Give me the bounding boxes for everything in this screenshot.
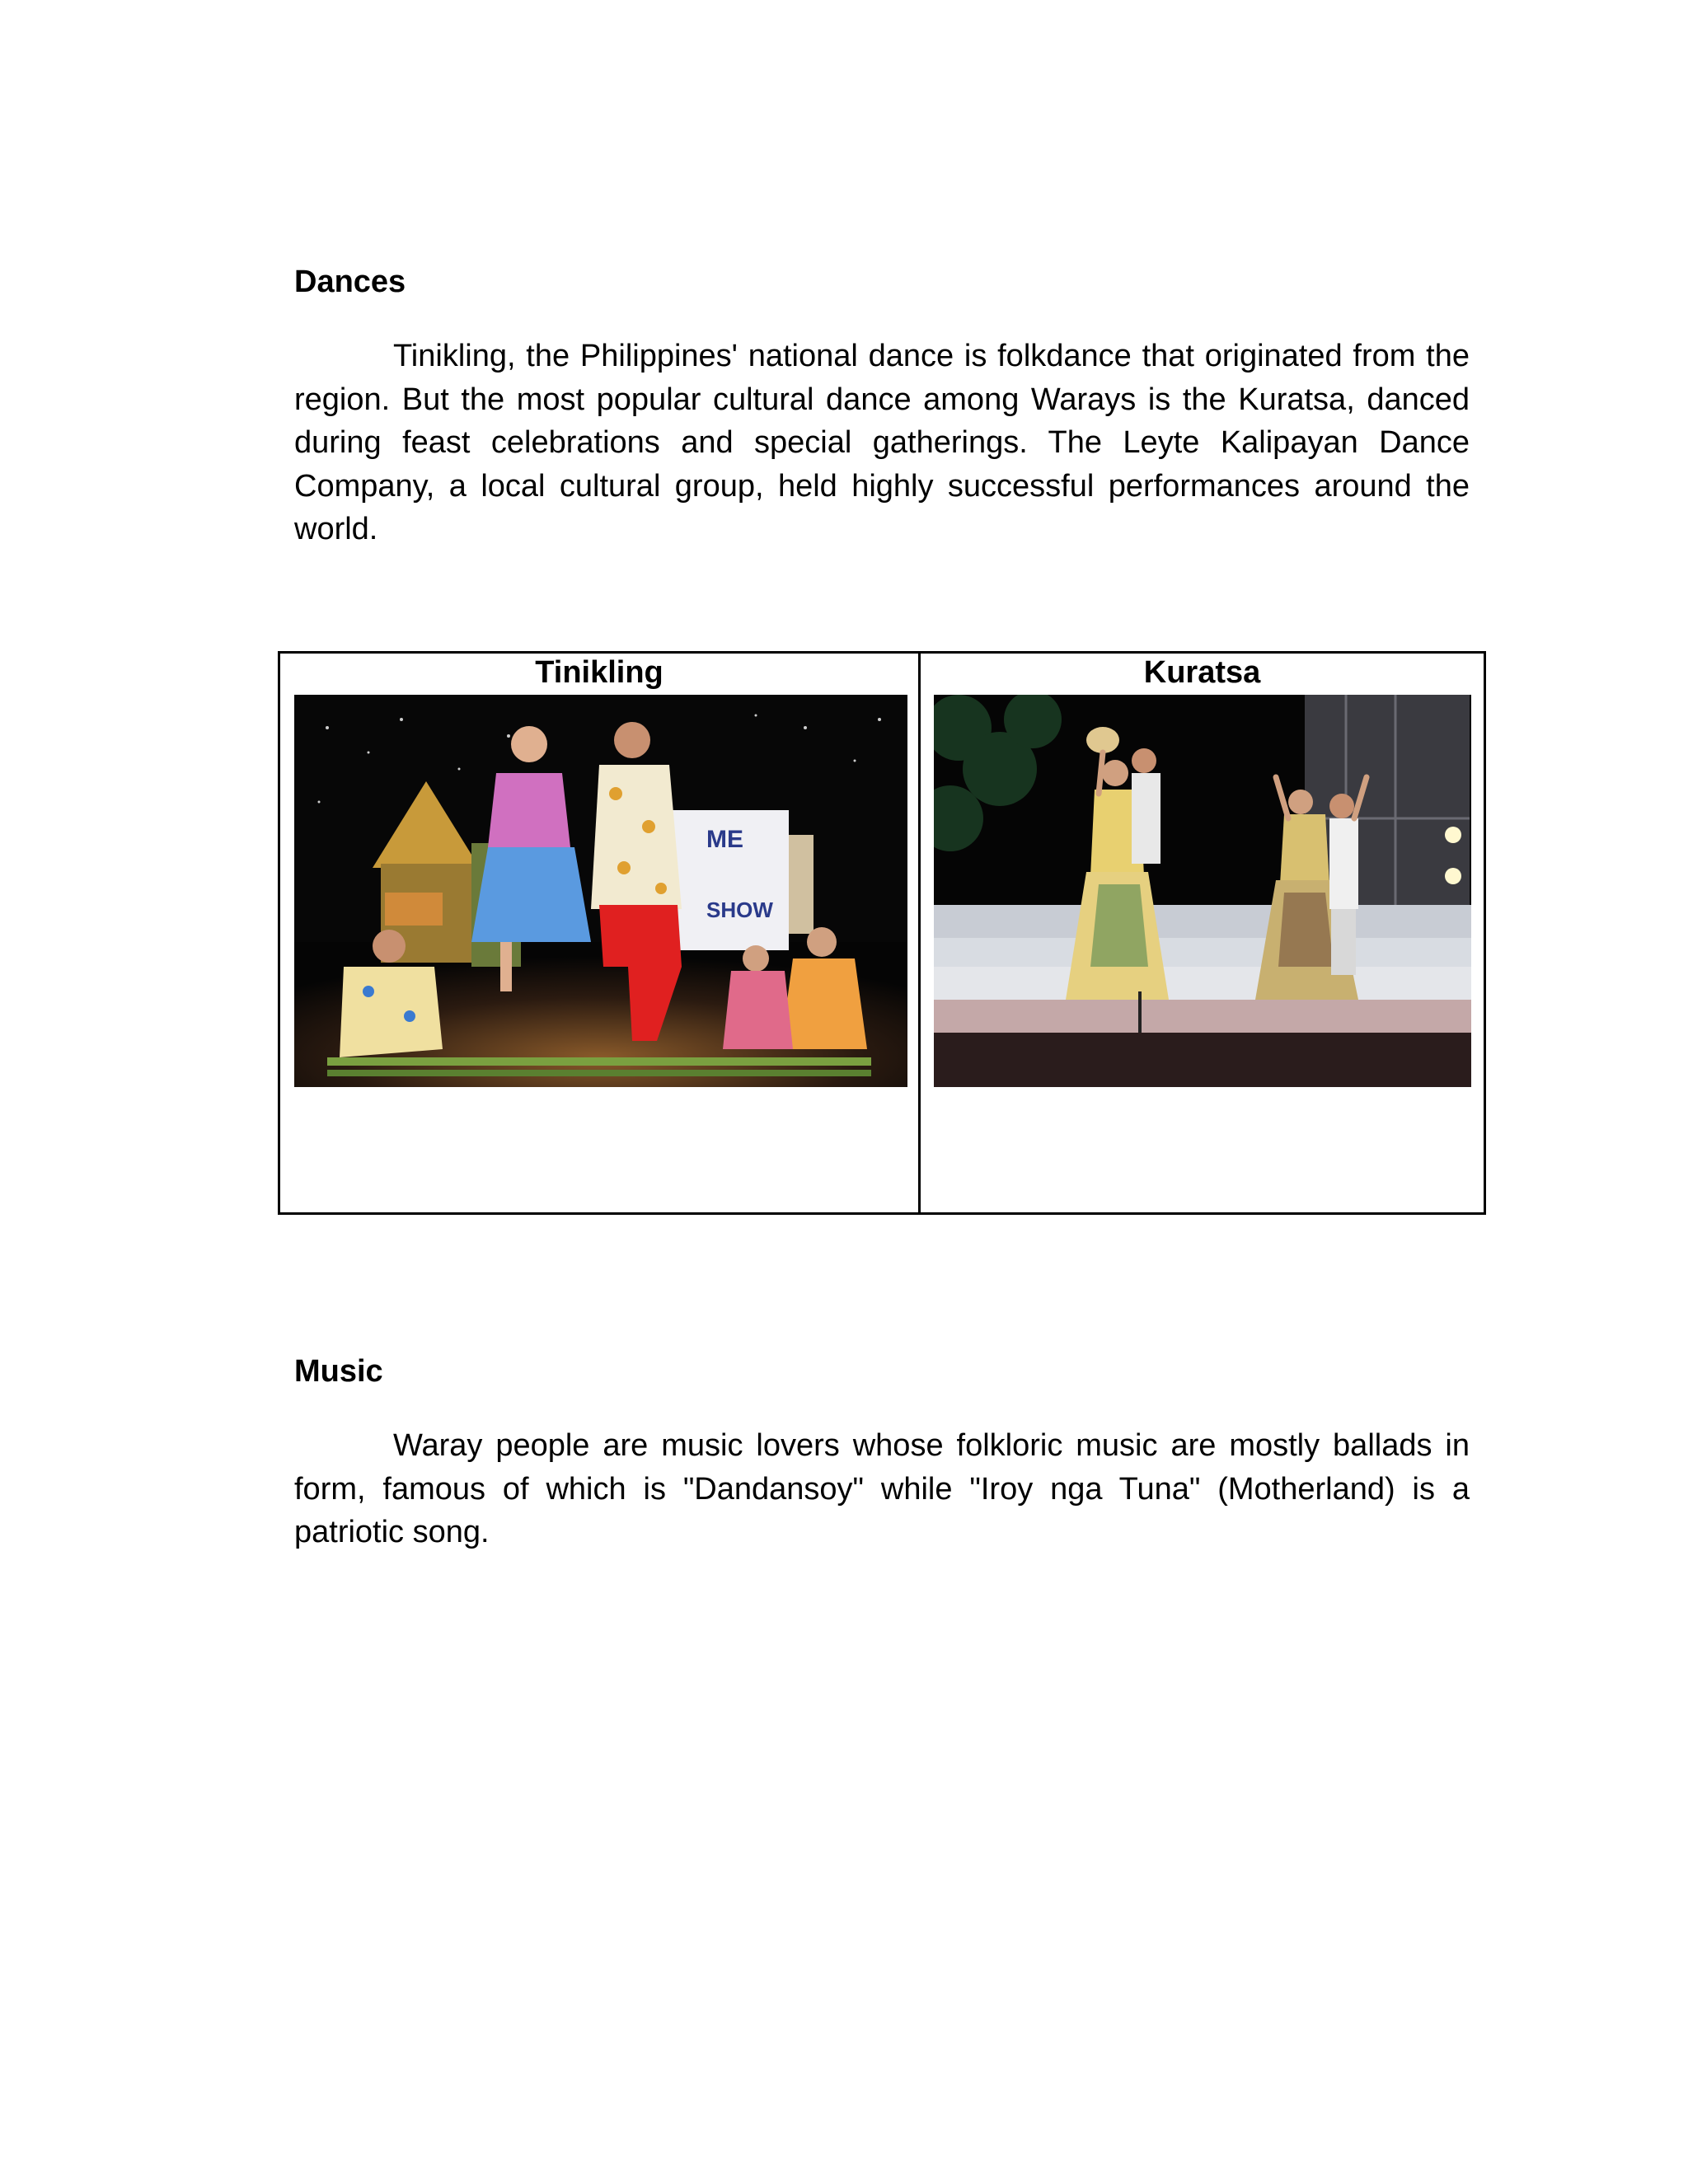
music-paragraph: Waray people are music lovers whose folkloric music are mostly ballads in form, famous of which is "Dandansoy" while "Iroy nga Tuna" (Motherland) is a patriotic song. [294,1428,1470,1549]
banner-text-line1: ME [706,826,743,853]
tinikling-photo [294,695,907,1087]
music-heading: Music [294,1354,383,1389]
dances-photo-table [278,651,1486,1215]
dances-heading: Dances [294,265,406,299]
kuratsa-photo [934,695,1471,1087]
tinikling-column-title: Tinikling [535,655,663,690]
table-column-divider [918,654,921,1212]
banner-text-line2: SHOW [706,898,773,922]
kuratsa-column-title: Kuratsa [1143,655,1261,690]
dances-paragraph: Tinikling, the Philippines' national dance is folkdance that originated from the region. But the most popular cultural dance among Warays is the Kuratsa, danced during feast celebrations and special gatherings. The Leyte Kalipayan Dance Company, a local cultural group, held highly successful performances around the world. [294,339,1470,546]
